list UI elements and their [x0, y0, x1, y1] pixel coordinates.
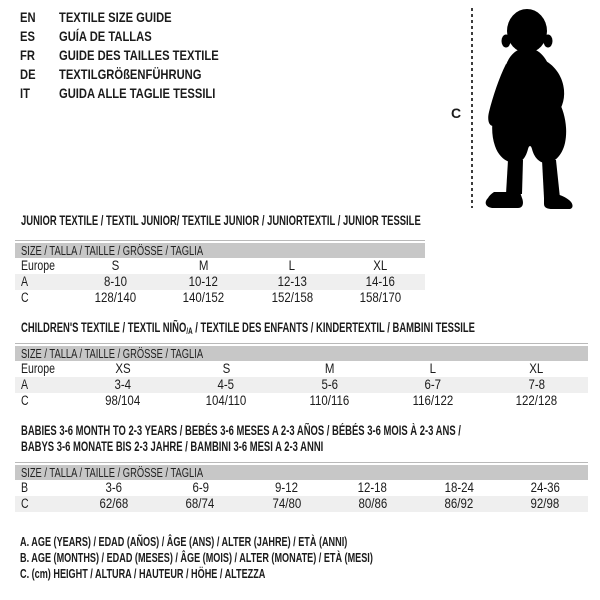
row-label-cell	[15, 258, 71, 274]
height-measure-dashed-line	[471, 8, 473, 208]
size-value-cell	[416, 480, 502, 496]
junior-heading-text: JUNIOR TEXTILE / TEXTIL JUNIOR/ TEXTILE JUNIOR / JUNIORTEXTIL / JUNIOR TESSILE	[21, 213, 421, 228]
size-value: L	[429, 361, 437, 376]
size-value: 86/92	[444, 496, 474, 511]
size-value-cell	[278, 361, 381, 377]
size-value-cell	[485, 361, 588, 377]
size-value-cell	[502, 496, 588, 512]
table-row	[15, 496, 588, 512]
row-label-cell	[15, 377, 71, 393]
babies-section-heading-line2	[21, 439, 453, 455]
table-row	[15, 274, 425, 290]
size-value: 6-7	[424, 377, 442, 392]
row-label: Europe	[21, 361, 55, 376]
size-value-cell	[71, 290, 160, 306]
language-row	[20, 27, 259, 46]
table-header-bar	[15, 465, 588, 480]
language-label: GUIDA ALLE TAGLIE TESSILI	[59, 85, 216, 101]
language-row	[20, 84, 259, 103]
size-value: 62/68	[99, 496, 129, 511]
table-top-rule	[15, 462, 588, 463]
size-value-cell	[381, 393, 484, 409]
footnote-b	[20, 550, 524, 566]
children-heading-post: / TEXTILE DES ENFANTS / KINDERTEXTIL / BAMBINI TESSILE	[192, 320, 475, 335]
size-value: 18-24	[444, 480, 474, 495]
size-value: 12-13	[277, 274, 307, 289]
table-top-rule	[15, 343, 588, 344]
size-value-cell	[243, 496, 329, 512]
language-code: DE	[20, 66, 36, 82]
size-value-cell	[243, 480, 329, 496]
row-label: A	[21, 274, 29, 289]
size-value: S	[222, 361, 230, 376]
babies-heading-text-line1: BABIES 3-6 MONTH TO 2-3 YEARS / BEBÉS 3-6 MESES A 2-3 AÑOS / BÉBÉS 3-6 MOIS À 2-3 ANS /	[21, 423, 461, 438]
table-row	[15, 480, 588, 496]
size-value-cell	[174, 361, 277, 377]
size-value: L	[289, 258, 296, 273]
size-value: 10-12	[189, 274, 219, 289]
size-value: 68/74	[185, 496, 215, 511]
table-header-label: SIZE / TALLA / TAILLE / GRÖSSE / TAGLIA	[21, 346, 204, 361]
size-value: XS	[115, 361, 131, 376]
size-value: 4-5	[217, 377, 235, 392]
size-value-cell	[337, 274, 426, 290]
language-row	[20, 65, 259, 84]
language-label: TEXTILE SIZE GUIDE	[59, 9, 172, 25]
row-label-cell	[15, 480, 71, 496]
size-value: XL	[529, 361, 544, 376]
size-value: 122/128	[515, 393, 558, 408]
height-measure-label: C	[450, 105, 462, 121]
language-code: FR	[20, 47, 35, 63]
size-value: 3-6	[105, 480, 123, 495]
size-value-cell	[71, 274, 160, 290]
size-value-cell	[157, 496, 243, 512]
size-value-cell	[157, 480, 243, 496]
size-value: 9-12	[274, 480, 298, 495]
size-value-cell	[502, 480, 588, 496]
language-label: GUÍA DE TALLAS	[59, 28, 152, 44]
size-value: 128/140	[94, 290, 136, 305]
size-value: 104/110	[205, 393, 247, 408]
babies-size-table	[15, 462, 588, 512]
size-value: 8-10	[103, 274, 127, 289]
language-row	[20, 46, 259, 65]
size-value: S	[111, 258, 120, 273]
size-value-cell	[416, 496, 502, 512]
size-value-cell	[71, 496, 157, 512]
size-value-cell	[485, 377, 588, 393]
size-value: 92/98	[530, 496, 560, 511]
size-value-cell	[174, 393, 277, 409]
footnotes	[20, 534, 524, 582]
row-label-cell	[15, 496, 71, 512]
footnote-a	[20, 534, 524, 550]
babies-heading-text-line2: BABYS 3-6 MONATE BIS 2-3 JAHRE / BAMBINI 3-6 MESI A 2-3 ANNI	[21, 439, 324, 454]
junior-size-table	[15, 240, 425, 306]
size-value: 158/170	[360, 290, 402, 305]
footnote-b-text: B. AGE (MONTHS) / EDAD (MESES) / ÂGE (MOIS) / ALTER (MONATE) / ETÀ (MESI)	[20, 550, 373, 565]
size-value-cell	[248, 258, 337, 274]
size-value: 3-4	[114, 377, 131, 392]
size-value: 7-8	[528, 377, 545, 392]
language-code: ES	[20, 28, 35, 44]
table-row	[15, 377, 588, 393]
size-value-cell	[71, 361, 174, 377]
size-value-cell	[71, 393, 174, 409]
size-value-cell	[278, 393, 381, 409]
language-code: IT	[20, 85, 30, 101]
footnote-c	[20, 566, 524, 582]
language-code: EN	[20, 9, 36, 25]
size-value-cell	[160, 258, 249, 274]
babies-section-heading-line1	[21, 423, 600, 439]
children-heading-subscript: /A	[186, 326, 193, 336]
table-header-bar	[15, 346, 588, 361]
size-value-cell	[381, 361, 484, 377]
table-row	[15, 393, 588, 409]
size-value-cell	[71, 258, 160, 274]
row-label: C	[21, 496, 29, 511]
size-value: 116/122	[412, 393, 454, 408]
children-heading-pre: CHILDREN'S TEXTILE / TEXTIL NIÑO	[21, 320, 187, 335]
size-value-cell	[337, 258, 426, 274]
size-value-cell	[337, 290, 426, 306]
table-row	[15, 290, 425, 306]
footnote-c-text: C. (cm) HEIGHT / ALTURA / HAUTEUR / HÖHE / ALTEZZA	[20, 566, 266, 581]
size-value-cell	[71, 480, 157, 496]
table-header-label: SIZE / TALLA / TAILLE / GRÖSSE / TAGLIA	[21, 465, 204, 480]
size-value: M	[324, 361, 335, 376]
row-label-cell	[15, 290, 71, 306]
row-label: Europe	[21, 258, 55, 273]
size-value: 140/152	[183, 290, 225, 305]
table-header-bar	[15, 243, 425, 258]
language-label: GUIDE DES TAILLES TEXTILE	[59, 47, 219, 63]
table-row	[15, 258, 425, 274]
size-value-cell	[278, 377, 381, 393]
size-value: XL	[373, 258, 388, 273]
language-list	[20, 8, 259, 103]
row-label: C	[21, 393, 29, 408]
size-value-cell	[160, 290, 249, 306]
size-value-cell	[248, 290, 337, 306]
table-header-label: SIZE / TALLA / TAILLE / GRÖSSE / TAGLIA	[21, 243, 204, 258]
size-value-cell	[174, 377, 277, 393]
row-label-cell	[15, 274, 71, 290]
size-value: 110/116	[309, 393, 350, 408]
toddler-silhouette-icon	[482, 8, 598, 210]
junior-section-heading	[21, 213, 592, 229]
size-value: M	[198, 258, 209, 273]
row-label: A	[21, 377, 29, 392]
footnote-a-text: A. AGE (YEARS) / EDAD (AÑOS) / ÂGE (ANS) / ALTER (JAHRE) / ETÀ (ANNI)	[20, 534, 348, 549]
size-value: 12-18	[357, 480, 388, 495]
table-top-rule	[15, 240, 425, 241]
size-value: 5-6	[321, 377, 338, 392]
row-label-cell	[15, 361, 71, 377]
size-value-cell	[248, 274, 337, 290]
row-label-cell	[15, 393, 71, 409]
size-value: 80/86	[358, 496, 387, 511]
row-label: B	[21, 480, 29, 495]
table-row	[15, 361, 588, 377]
children-heading-text	[21, 320, 475, 339]
size-value: 14-16	[366, 274, 396, 289]
size-value-cell	[330, 480, 416, 496]
size-value: 98/104	[105, 393, 141, 408]
children-size-table	[15, 343, 588, 409]
size-value-cell	[330, 496, 416, 512]
language-row	[20, 8, 259, 27]
size-value-cell	[160, 274, 249, 290]
size-value: 74/80	[272, 496, 301, 511]
size-value-cell	[381, 377, 484, 393]
size-value-cell	[71, 377, 174, 393]
children-section-heading	[21, 320, 600, 339]
language-label: TEXTILGRÖßENFÜHRUNG	[59, 66, 202, 82]
row-label: C	[21, 290, 29, 305]
size-value: 152/158	[271, 290, 313, 305]
size-value-cell	[485, 393, 588, 409]
size-value: 24-36	[530, 480, 560, 495]
size-value: 6-9	[191, 480, 209, 495]
